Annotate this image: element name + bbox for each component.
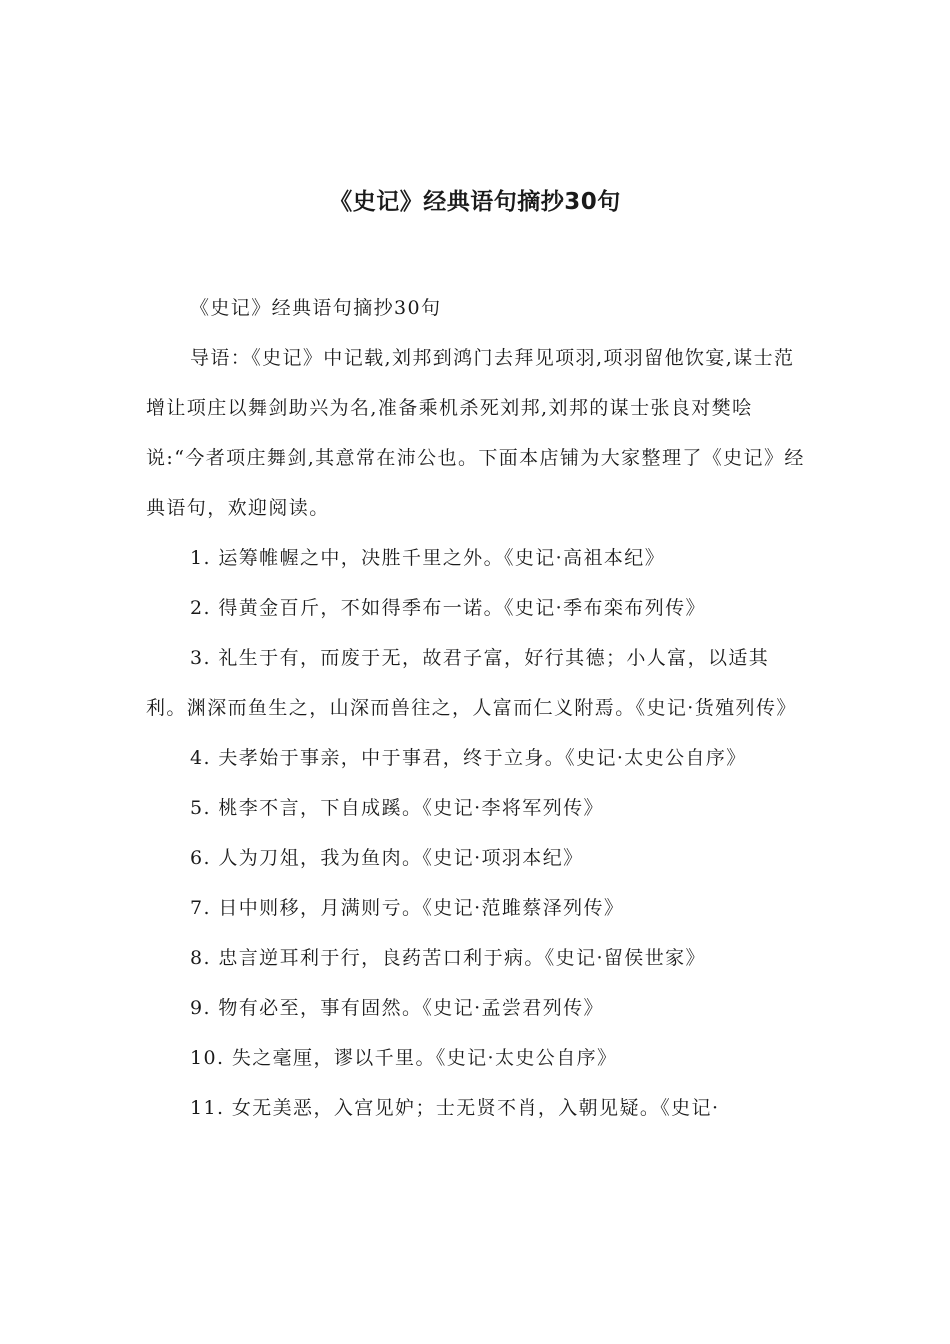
paragraph-subtitle: 《史记》经典语句摘抄30句 [190, 297, 442, 319]
document-body [146, 283, 806, 1133]
quote-item: 6. 人为刀俎，我为鱼肉。《史记·项羽本纪》 [190, 847, 584, 869]
quote-item: 10. 失之毫厘，谬以千里。《史记·太史公自序》 [190, 1047, 618, 1069]
quote-item: 4. 夫孝始于事亲，中于事君，终于立身。《史记·太史公自序》 [190, 747, 747, 769]
paragraph-intro: 导语：《史记》中记载,刘邦到鸿门去拜见项羽,项羽留他饮宴,谋士范增让项庄以舞剑助兴为名,准备乘机杀死刘邦,刘邦的谋士张良对樊哙说:“今者项庄舞剑,其意常在沛公也。下面本店铺为大家整理了《史记》经典语句，欢迎阅读。 [146, 347, 805, 519]
document-title: 《史记》经典语句摘抄30句 [329, 189, 621, 215]
quote-item: 2. 得黄金百斤，不如得季布一诺。《史记·季布栾布列传》 [190, 597, 706, 619]
quote-item: 11. 女无美恶，入宫见妒；士无贤不肖，入朝见疑。《史记· [190, 1097, 720, 1119]
quote-item: 7. 日中则移，月满则亏。《史记·范雎蔡泽列传》 [190, 897, 625, 919]
quote-item: 1. 运筹帷幄之中，决胜千里之外。《史记·高祖本纪》 [190, 547, 666, 569]
quote-item: 9. 物有必至，事有固然。《史记·孟尝君列传》 [190, 997, 604, 1019]
quote-item: 5. 桃李不言，下自成蹊。《史记·李将军列传》 [190, 797, 604, 819]
quote-item: 3. 礼生于有，而废于无，故君子富，好行其德；小人富，以适其利。渊深而鱼生之，山深而兽往之，人富而仁义附焉。《史记·货殖列传》 [146, 647, 797, 719]
quote-item: 8. 忠言逆耳利于行，良药苦口利于病。《史记·留侯世家》 [190, 947, 706, 969]
